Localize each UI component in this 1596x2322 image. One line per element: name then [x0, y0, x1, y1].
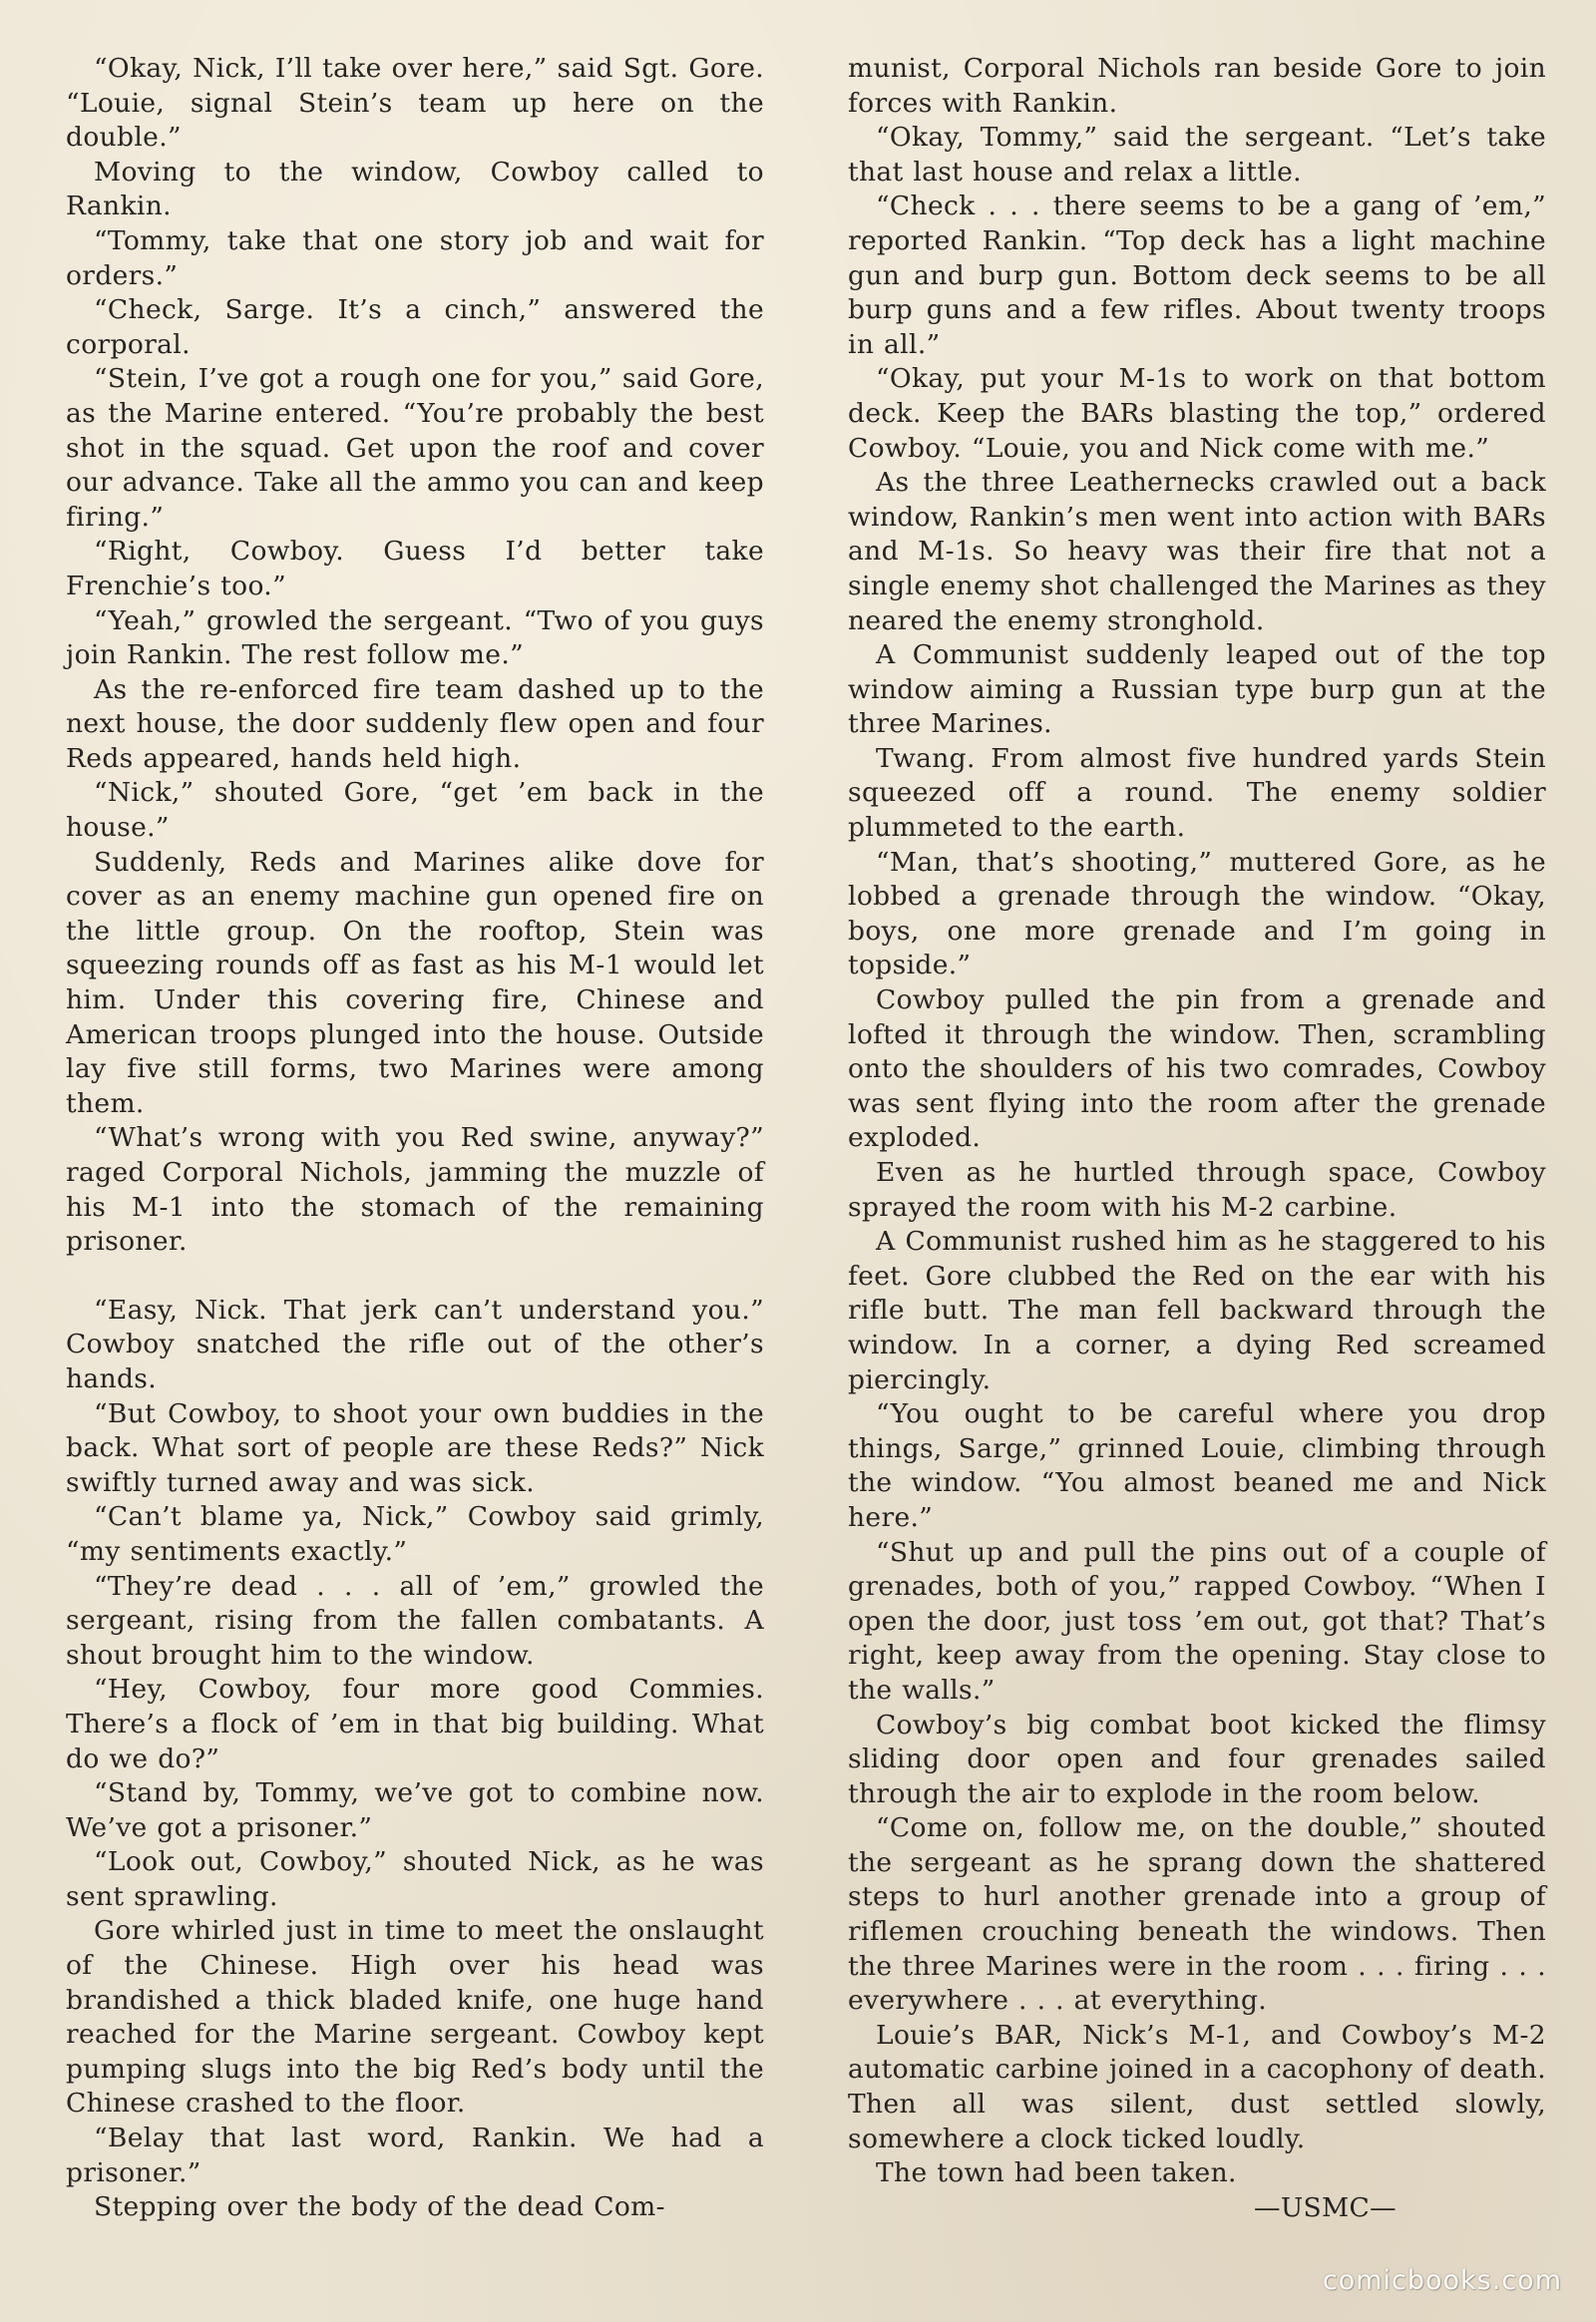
- paragraph: “Hey, Cowboy, four more good Commies. There’s a flock of ’em in that big building. What do we do?”: [66, 1674, 764, 1774]
- watermark: comicbooks.com: [1322, 2265, 1562, 2296]
- paragraph: munist, Corporal Nichols ran beside Gore to join forces with Rankin.: [848, 53, 1546, 119]
- right-text-column: [848, 52, 1546, 2225]
- paragraph: Louie’s BAR, Nick’s M-1, and Cowboy’s M-2 automatic carbine joined in a cacophony of death. Then all was silent, dust settled slowly, somewhere a clock ticked loudly.: [848, 2019, 1546, 2154]
- paragraph: “Easy, Nick. That jerk can’t understand you.” Cowboy snatched the rifle out of the other’s hands.: [66, 1294, 764, 1394]
- left-text-column: [66, 52, 764, 2225]
- paragraph: “Tommy, take that one story job and wait for orders.”: [66, 224, 764, 291]
- paragraph: “Check . . . there seems to be a gang of ’em,” reported Rankin. “Top deck has a light machine gun and burp gun. Bottom deck seems to be all burp guns and a few rifles. About twenty troops in all.”: [848, 191, 1546, 360]
- paragraph: “Belay that last word, Rankin. We had a prisoner.”: [66, 2123, 764, 2188]
- paragraph: Even as he hurtled through space, Cowboy sprayed the room with his M-2 carbine.: [848, 1157, 1546, 1223]
- paragraph: “Nick,” shouted Gore, “get ’em back in the house.”: [66, 777, 764, 844]
- paragraph: “Can’t blame ya, Nick,” Cowboy said grimly, “my sentiments exactly.”: [66, 1501, 764, 1567]
- paragraph: Twang. From almost five hundred yards Stein squeezed off a round. The enemy soldier plummeted to the earth.: [848, 742, 1546, 844]
- paragraph: “Okay, Nick, I’ll take over here,” said Sgt. Gore. “Louie, signal Stein’s team up here on the double.”: [66, 53, 764, 154]
- paragraph: “Check, Sarge. It’s a cinch,” answered the corporal.: [66, 294, 764, 360]
- closing-line: The town had been taken.: [876, 2157, 1237, 2189]
- paragraph: “Right, Cowboy. Guess I’d better take Frenchie’s too.”: [66, 536, 764, 601]
- paragraph: “Shut up and pull the pins out of a couple of grenades, both of you,” rapped Cowboy. “When I open the door, just toss ’em out, got that? That’s right, keep away from the opening. Stay close to the walls.”: [848, 1536, 1546, 1706]
- paragraph: A Communist rushed him as he staggered to his feet. Gore clubbed the Red on the ear with his rifle butt. The man fell backward through the window. In a corner, a dying Red screamed piercingly.: [848, 1226, 1546, 1395]
- paragraph: “Look out, Cowboy,” shouted Nick, as he was sent sprawling.: [66, 1846, 764, 1912]
- paragraph: “But Cowboy, to shoot your own buddies in the back. What sort of people are these Reds?” Nick swiftly turned away and was sick.: [66, 1397, 764, 1498]
- paragraph: “Okay, put your M-1s to work on that bottom deck. Keep the BARs blasting the top,” ordered Cowboy. “Louie, you and Nick come with me.”: [848, 363, 1546, 464]
- paragraph: Cowboy’s big combat boot kicked the flimsy sliding door open and four grenades sailed through the air to explode in the room below.: [848, 1709, 1546, 1809]
- paragraph: As the three Leathernecks crawled out a back window, Rankin’s men went into action with BARs and M-1s. So heavy was their fire that not a single enemy shot challenged the Marines as they neared the enemy stronghold.: [848, 467, 1546, 636]
- paragraph: “What’s wrong with you Red swine, anyway?” raged Corporal Nichols, jamming the muzzle of his M-1 into the stomach of the remaining prisoner.: [66, 1122, 764, 1258]
- paragraph: “Yeah,” growled the sergeant. “Two of you guys join Rankin. The rest follow me.”: [66, 604, 764, 671]
- paragraph: Suddenly, Reds and Marines alike dove for cover as an enemy machine gun opened fire on the little group. On the rooftop, Stein was squeezing rounds off as fast as his M-1 would let him. Under this covering fire, Chinese and American troops plunged into the house. Outside lay five still forms, two Marines were among them.: [66, 846, 764, 1119]
- paragraph: Cowboy pulled the pin from a grenade and lofted it through the window. Then, scrambling onto the shoulders of his two comrades, Cowboy was sent flying into the room after the grenade exploded.: [848, 984, 1546, 1154]
- paragraph: Stepping over the body of the dead Com-: [94, 2191, 665, 2223]
- paragraph: Moving to the window, Cowboy called to Rankin.: [66, 156, 764, 222]
- paragraph: “Stein, I’ve got a rough one for you,” said Gore, as the Marine entered. “You’re probably the best shot in the squad. Get upon the roof and cover our advance. Take all the ammo you can and keep firing.”: [66, 363, 764, 533]
- paragraph: A Communist suddenly leaped out of the top window aiming a Russian type burp gun at the three Marines.: [848, 639, 1546, 740]
- paragraph: “Come on, follow me, on the double,” shouted the sergeant as he sprang down the shattered steps to hurl another grenade into a group of riflemen crouching beneath the windows. Then the three Marines were in the room . . . firing . . . everywhere . . . at everything.: [848, 1812, 1546, 2017]
- signoff: —USMC—: [1254, 2191, 1396, 2223]
- paragraph: “Man, that’s shooting,” muttered Gore, as he lobbed a grenade through the window. “Okay, boys, one more grenade and I’m going in topside.”: [848, 846, 1546, 981]
- paragraph: As the re-enforced fire team dashed up to the next house, the door suddenly flew open and four Reds appeared, hands held high.: [66, 673, 764, 774]
- paragraph: “You ought to be careful where you drop things, Sarge,” grinned Louie, climbing through the window. “You almost beaned me and Nick here.”: [848, 1398, 1546, 1533]
- paragraph: Gore whirled just in time to meet the onslaught of the Chinese. High over his head was brandished a thick bladed knife, one huge hand reached for the Marine sergeant. Cowboy kept pumping slugs into the big Red’s body until the Chinese crashed to the floor.: [66, 1915, 764, 2120]
- paragraph: “Okay, Tommy,” said the sergeant. “Let’s take that last house and relax a little.: [848, 122, 1546, 188]
- paragraph: “Stand by, Tommy, we’ve got to combine now. We’ve got a prisoner.”: [66, 1777, 764, 1843]
- paragraph: “They’re dead . . . all of ’em,” growled the sergeant, rising from the fallen combatants. A shout brought him to the window.: [66, 1570, 764, 1671]
